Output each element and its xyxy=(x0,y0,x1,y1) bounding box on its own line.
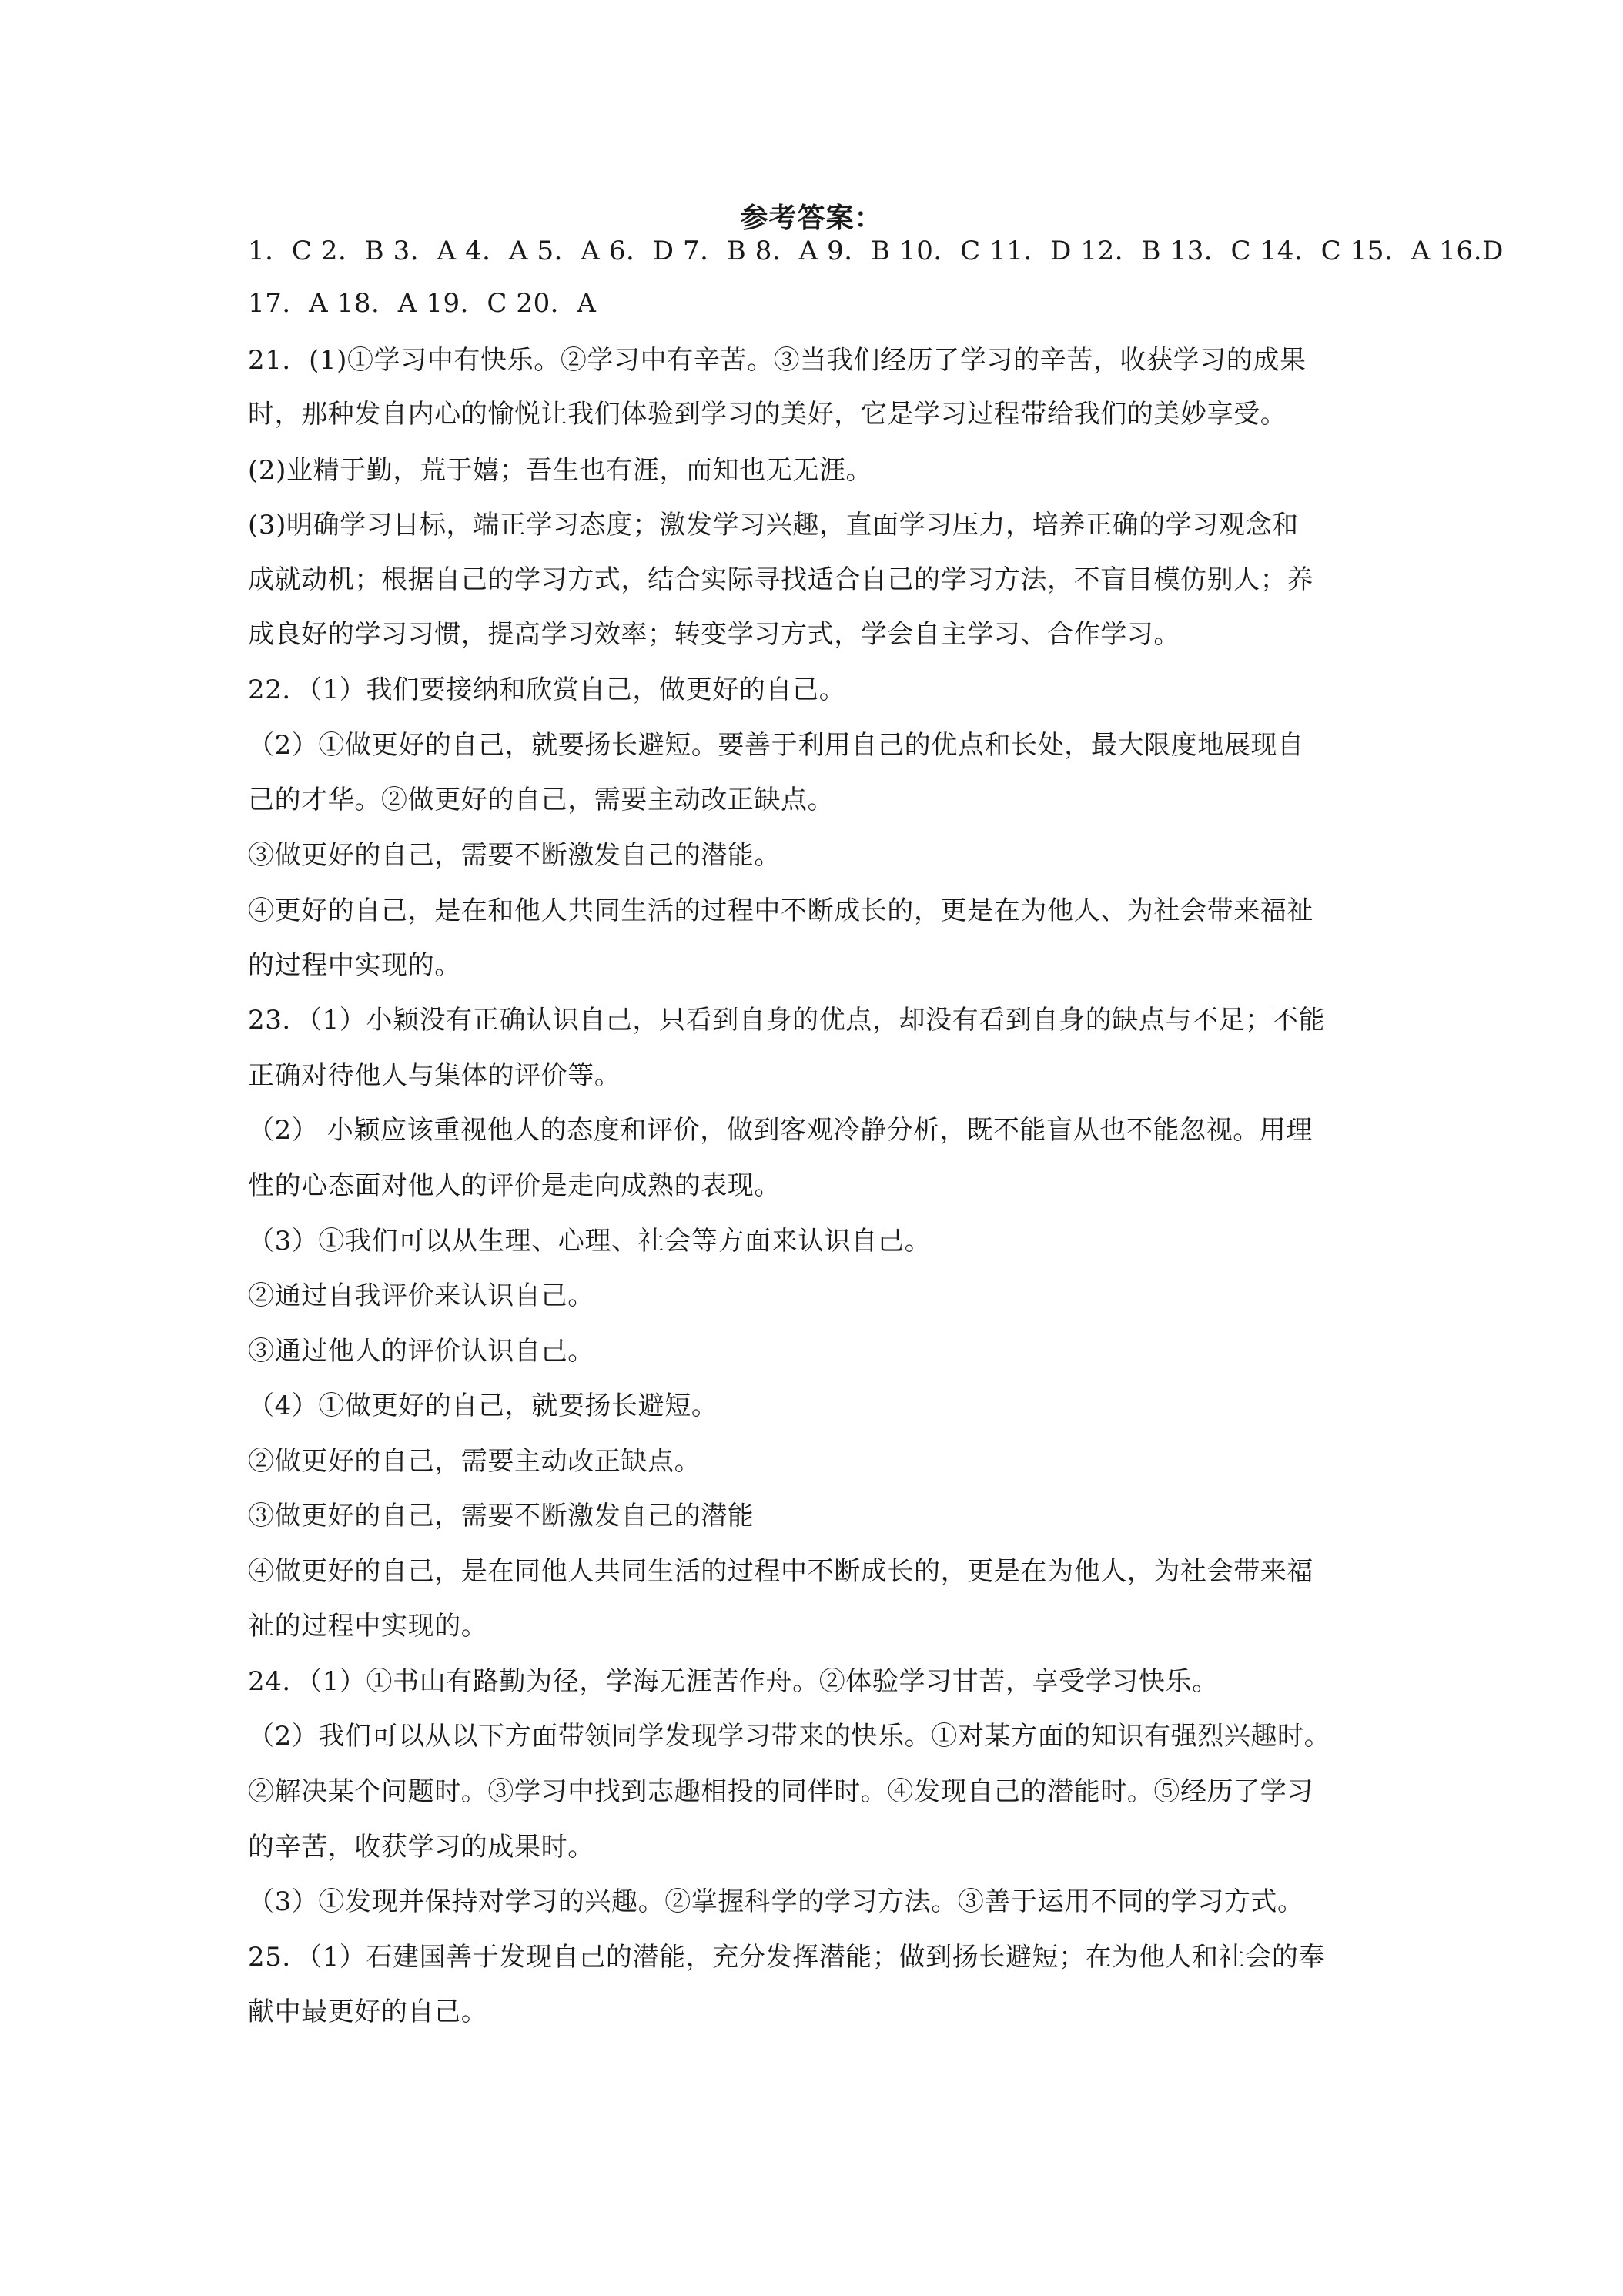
answer-line: （3）①我们可以从生理、心理、社会等方面来认识自己。 xyxy=(248,1226,932,1257)
answer-line: 祉的过程中实现的。 xyxy=(248,1611,488,1642)
answer-line: ③做更好的自己，需要不断激发自己的潜能 xyxy=(248,1501,755,1531)
answer-line: （2） 小颖应该重视他人的态度和评价，做到客观冷静分析，既不能盲从也不能忽视。用理 xyxy=(248,1115,1313,1146)
answer-line: ②做更好的自己，需要主动改正缺点。 xyxy=(248,1446,701,1477)
answer-line: 献中最更好的自己。 xyxy=(248,1996,488,2027)
answer-line: 的辛苦，收获学习的成果时。 xyxy=(248,1832,594,1863)
answer-line: 成良好的学习习惯，提高学习效率；转变学习方式，学会自主学习、合作学习。 xyxy=(248,619,1180,650)
answer-line: 1．C 2．B 3．A 4．A 5．A 6．D 7．B 8．A 9．B 10．C 11．D 12．B 13．C 14．C 15．A 16.D xyxy=(248,236,1504,266)
answer-line: ②通过自我评价来认识自己。 xyxy=(248,1280,594,1311)
answer-line: 正确对待他人与集体的评价等。 xyxy=(248,1060,621,1091)
answer-line: 24．（1）①书山有路勤为径，学海无涯苦作舟。②体验学习甘苦，享受学习快乐。 xyxy=(248,1666,1219,1697)
answer-line: （2）①做更好的自己，就要扬长避短。要善于利用自己的优点和长处，最大限度地展现自 xyxy=(248,730,1304,761)
answer-line: 己的才华。②做更好的自己，需要主动改正缺点。 xyxy=(248,785,835,815)
answer-line: ②解决某个问题时。③学习中找到志趣相投的同伴时。④发现自己的潜能时。⑤经历了学习 xyxy=(248,1776,1313,1807)
answer-line: 17．A 18．A 19．C 20．A xyxy=(248,288,597,319)
answer-line: 22．（1）我们要接纳和欣赏自己，做更好的自己。 xyxy=(248,674,846,705)
answer-line: （3）①发现并保持对学习的兴趣。②掌握科学的学习方法。③善于运用不同的学习方式。 xyxy=(248,1886,1304,1917)
answer-line: 25．（1）石建国善于发现自己的潜能，充分发挥潜能；做到扬长避短；在为他人和社会的奉 xyxy=(248,1942,1326,1973)
answer-line: 成就动机；根据自己的学习方式，结合实际寻找适合自己的学习方法，不盲目模仿别人；养 xyxy=(248,564,1313,595)
answer-line: 21．(1)①学习中有快乐。②学习中有辛苦。③当我们经历了学习的辛苦，收获学习的成果 xyxy=(248,345,1307,376)
answer-line: （2）我们可以从以下方面带领同学发现学习带来的快乐。①对某方面的知识有强烈兴趣时。 xyxy=(248,1721,1331,1752)
answer-line: ③通过他人的评价认识自己。 xyxy=(248,1336,594,1367)
answer-line: (2)业精于勤，荒于嬉；吾生也有涯，而知也无无涯。 xyxy=(248,455,873,486)
answer-line: 的过程中实现的。 xyxy=(248,950,461,981)
answer-line: 时，那种发自内心的愉悦让我们体验到学习的美好，它是学习过程带给我们的美妙享受。 xyxy=(248,399,1287,430)
answer-line: ④更好的自己，是在和他人共同生活的过程中不断成长的，更是在为他人、为社会带来福祉 xyxy=(248,895,1313,926)
page-title: 参考答案： xyxy=(740,202,883,234)
answer-line: 性的心态面对他人的评价是走向成熟的表现。 xyxy=(248,1170,781,1201)
answer-line: 23．（1）小颖没有正确认识自己，只看到自身的优点，却没有看到自身的缺点与不足；不能 xyxy=(248,1005,1326,1036)
answer-line: （4）①做更好的自己，就要扬长避短。 xyxy=(248,1391,718,1421)
answer-line: (3)明确学习目标，端正学习态度；激发学习兴趣，直面学习压力，培养正确的学习观念和 xyxy=(248,510,1299,541)
answer-line: ③做更好的自己，需要不断激发自己的潜能。 xyxy=(248,840,781,871)
answer-line: ④做更好的自己，是在同他人共同生活的过程中不断成长的，更是在为他人，为社会带来福 xyxy=(248,1556,1313,1587)
